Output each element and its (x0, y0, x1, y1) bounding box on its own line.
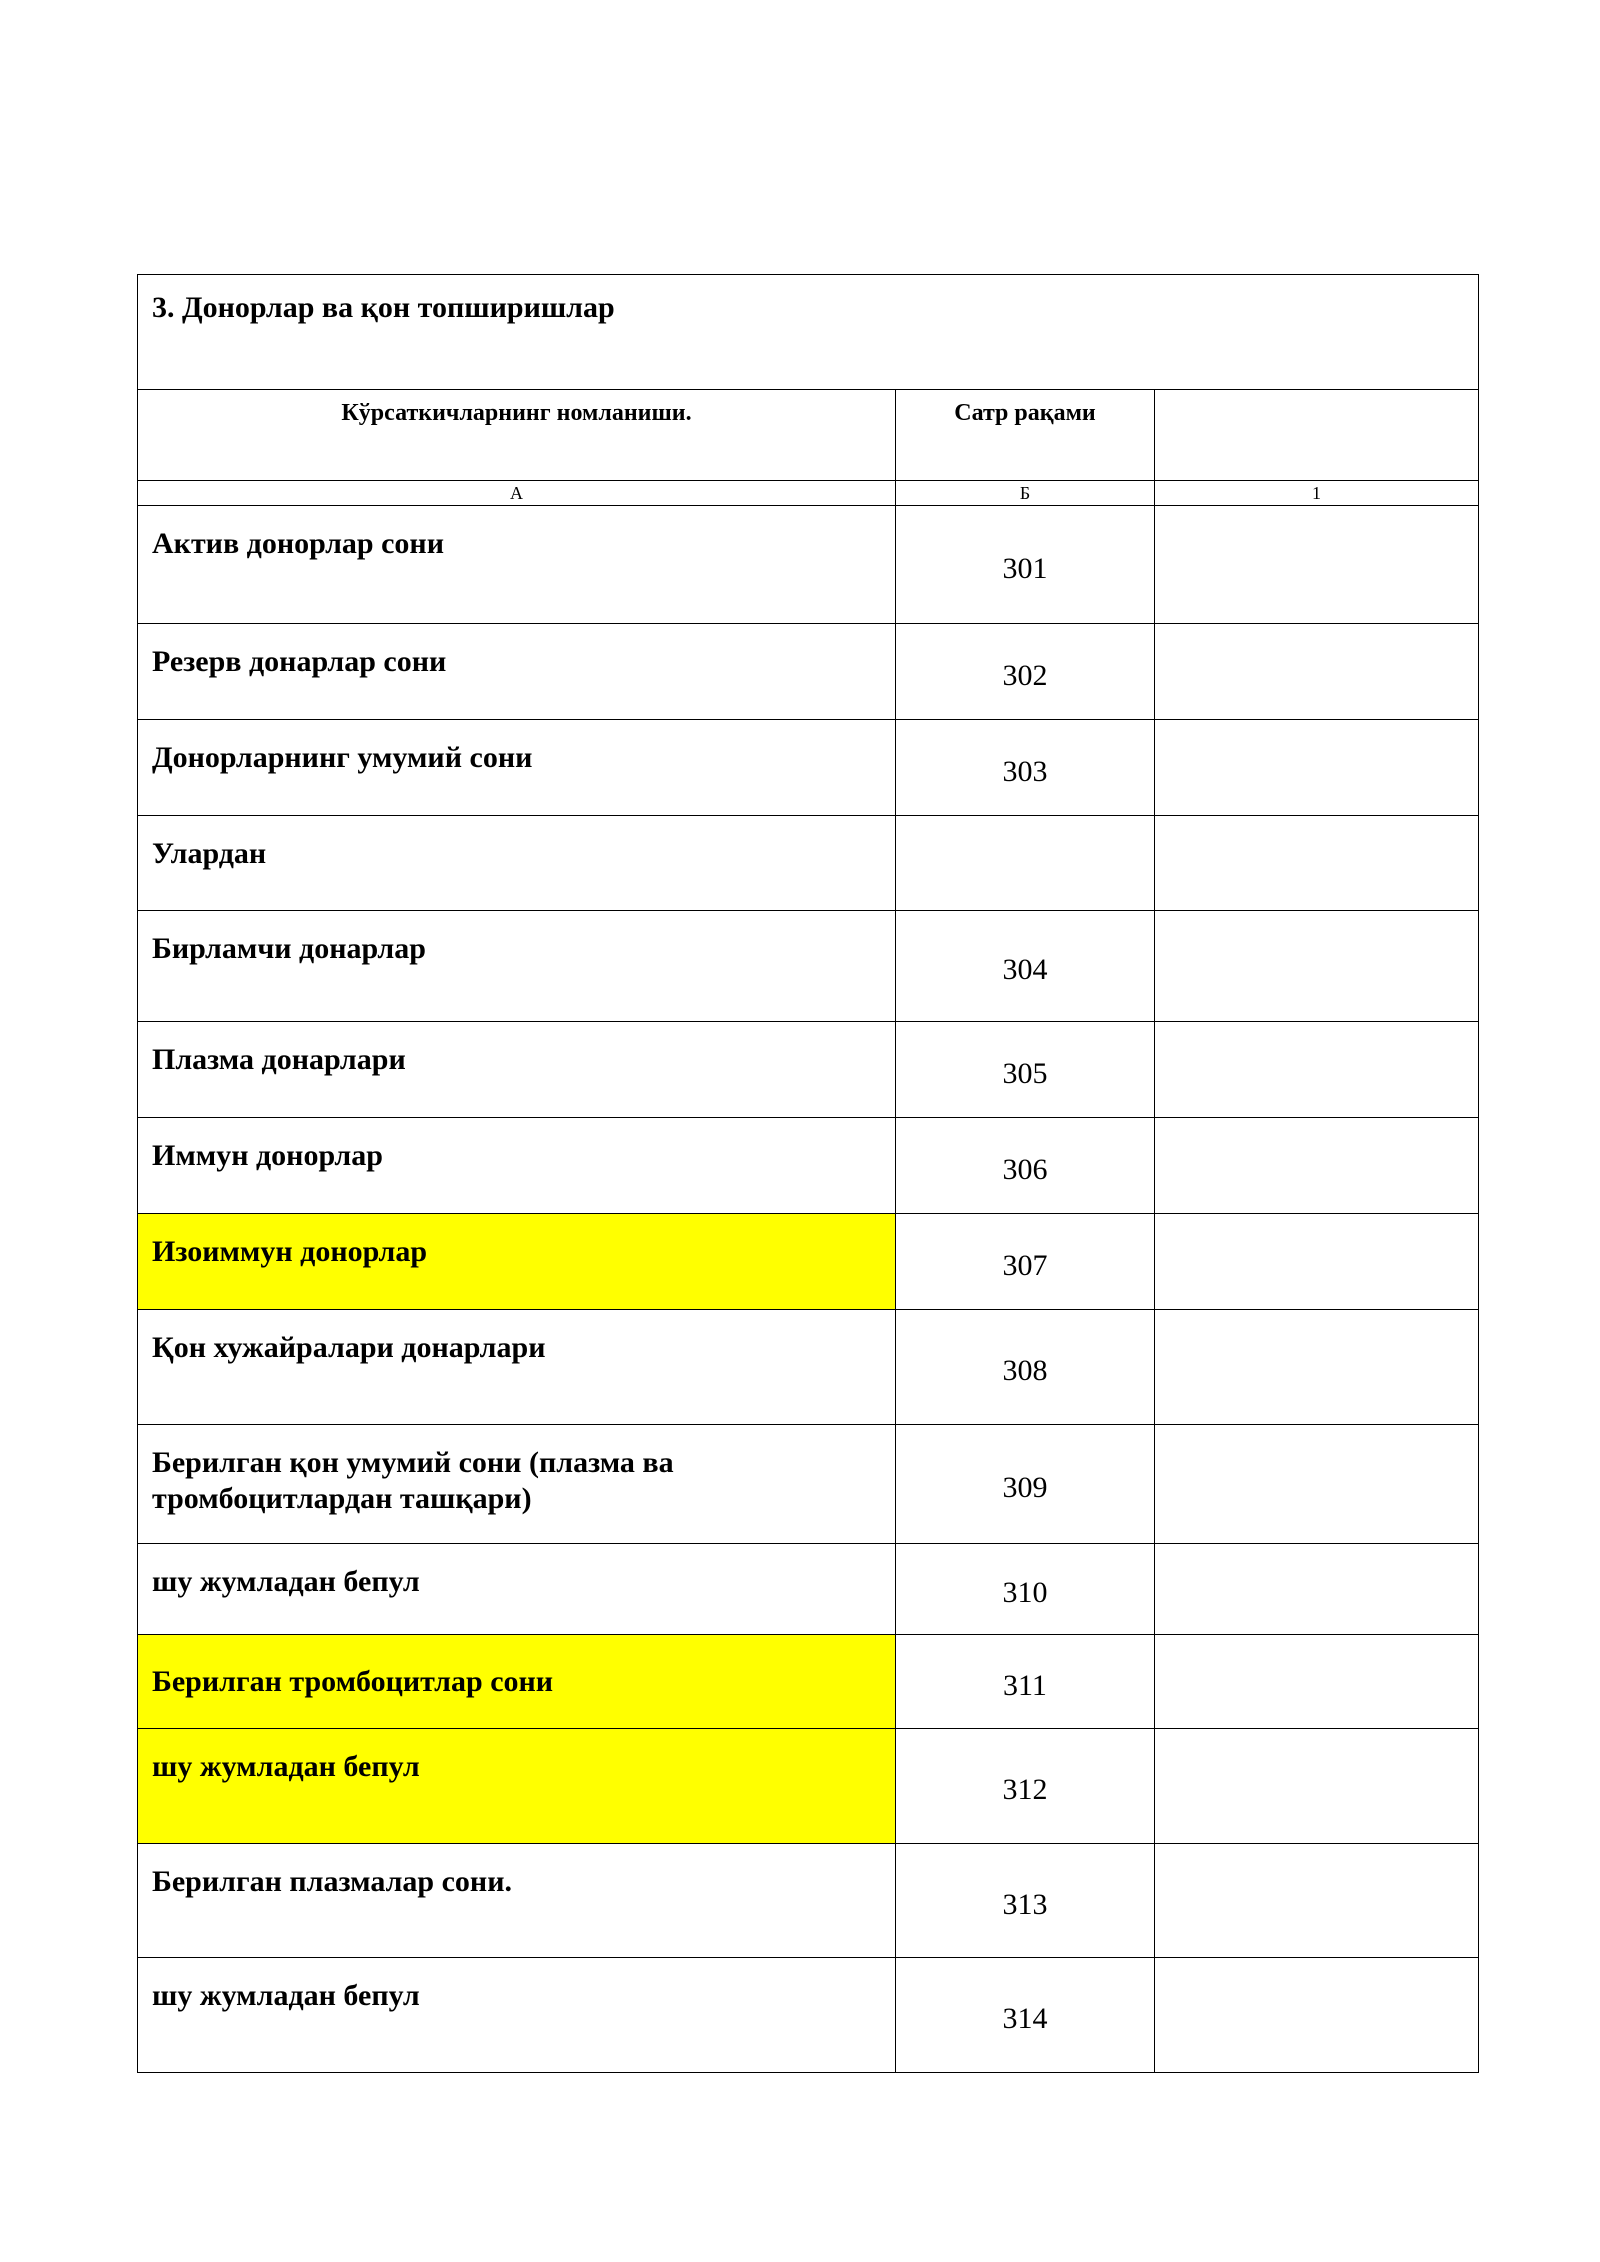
value-cell[interactable] (1155, 1635, 1479, 1729)
value-cell[interactable] (1155, 1844, 1479, 1958)
column-letter-a: А (138, 481, 896, 506)
row-code: 314 (896, 1958, 1155, 2073)
table-row (138, 1635, 1479, 1729)
row-code: 307 (896, 1214, 1155, 1310)
column-letter-b: Б (896, 481, 1155, 506)
indicator-name: Қон хужайралари донарлари (138, 1310, 896, 1425)
row-code: 303 (896, 720, 1155, 816)
table-row (138, 1844, 1479, 1958)
row-code: 305 (896, 1022, 1155, 1118)
row-number-header: Сатр рақами (896, 390, 1155, 481)
row-code: 301 (896, 506, 1155, 624)
table-title-row (138, 275, 1479, 390)
indicator-name: Берилган плазмалар сони. (138, 1844, 896, 1958)
column-letter-1: 1 (1155, 481, 1479, 506)
row-code: 310 (896, 1544, 1155, 1635)
value-cell[interactable] (1155, 911, 1479, 1022)
table-row (138, 1958, 1479, 2073)
table-row (138, 1214, 1479, 1310)
indicator-name: Бирламчи донарлар (138, 911, 896, 1022)
value-cell[interactable] (1155, 720, 1479, 816)
value-cell[interactable] (1155, 1214, 1479, 1310)
row-code: 311 (896, 1635, 1155, 1729)
value-cell[interactable] (1155, 1729, 1479, 1844)
value-cell[interactable] (1155, 506, 1479, 624)
table-row (138, 1544, 1479, 1635)
indicator-name: шу жумладан бепул (138, 1544, 896, 1635)
indicator-name-header: Кўрсаткичларнинг номланиши. (138, 390, 896, 481)
value-header (1155, 390, 1479, 481)
table-row (138, 816, 1479, 911)
indicator-name: Донорларнинг умумий сони (138, 720, 896, 816)
row-code: 306 (896, 1118, 1155, 1214)
table-row (138, 624, 1479, 720)
row-code: 309 (896, 1425, 1155, 1544)
value-cell[interactable] (1155, 1544, 1479, 1635)
table-row (138, 911, 1479, 1022)
indicator-name: Берилган қон умумий сони (плазма ва тромбоцитлардан ташқари) (138, 1425, 896, 1544)
donors-report-table (137, 274, 1479, 2073)
column-header-row (138, 390, 1479, 481)
row-code: 302 (896, 624, 1155, 720)
indicator-name: Иммун донорлар (138, 1118, 896, 1214)
row-code (896, 816, 1155, 911)
indicator-name: шу жумладан бепул (138, 1958, 896, 2073)
row-code: 304 (896, 911, 1155, 1022)
value-cell[interactable] (1155, 1958, 1479, 2073)
section-title: 3. Донорлар ва қон топширишлар (138, 275, 1479, 390)
value-cell[interactable] (1155, 1118, 1479, 1214)
value-cell[interactable] (1155, 1022, 1479, 1118)
table-row (138, 506, 1479, 624)
indicator-name: Актив донорлар сони (138, 506, 896, 624)
indicator-name: шу жумладан бепул (138, 1729, 896, 1844)
row-code: 308 (896, 1310, 1155, 1425)
row-code: 313 (896, 1844, 1155, 1958)
value-cell[interactable] (1155, 1310, 1479, 1425)
indicator-name: Резерв донарлар сони (138, 624, 896, 720)
value-cell[interactable] (1155, 816, 1479, 911)
indicator-name: Улардан (138, 816, 896, 911)
table-row (138, 1022, 1479, 1118)
table-row (138, 1118, 1479, 1214)
row-code: 312 (896, 1729, 1155, 1844)
table-row (138, 1425, 1479, 1544)
table-row (138, 720, 1479, 816)
indicator-name: Изоиммун донорлар (138, 1214, 896, 1310)
value-cell[interactable] (1155, 1425, 1479, 1544)
indicator-name: Плазма донарлари (138, 1022, 896, 1118)
value-cell[interactable] (1155, 624, 1479, 720)
table-row (138, 1310, 1479, 1425)
column-letter-row (138, 481, 1479, 506)
table-row (138, 1729, 1479, 1844)
indicator-name: Берилган тромбоцитлар сони (138, 1635, 896, 1729)
